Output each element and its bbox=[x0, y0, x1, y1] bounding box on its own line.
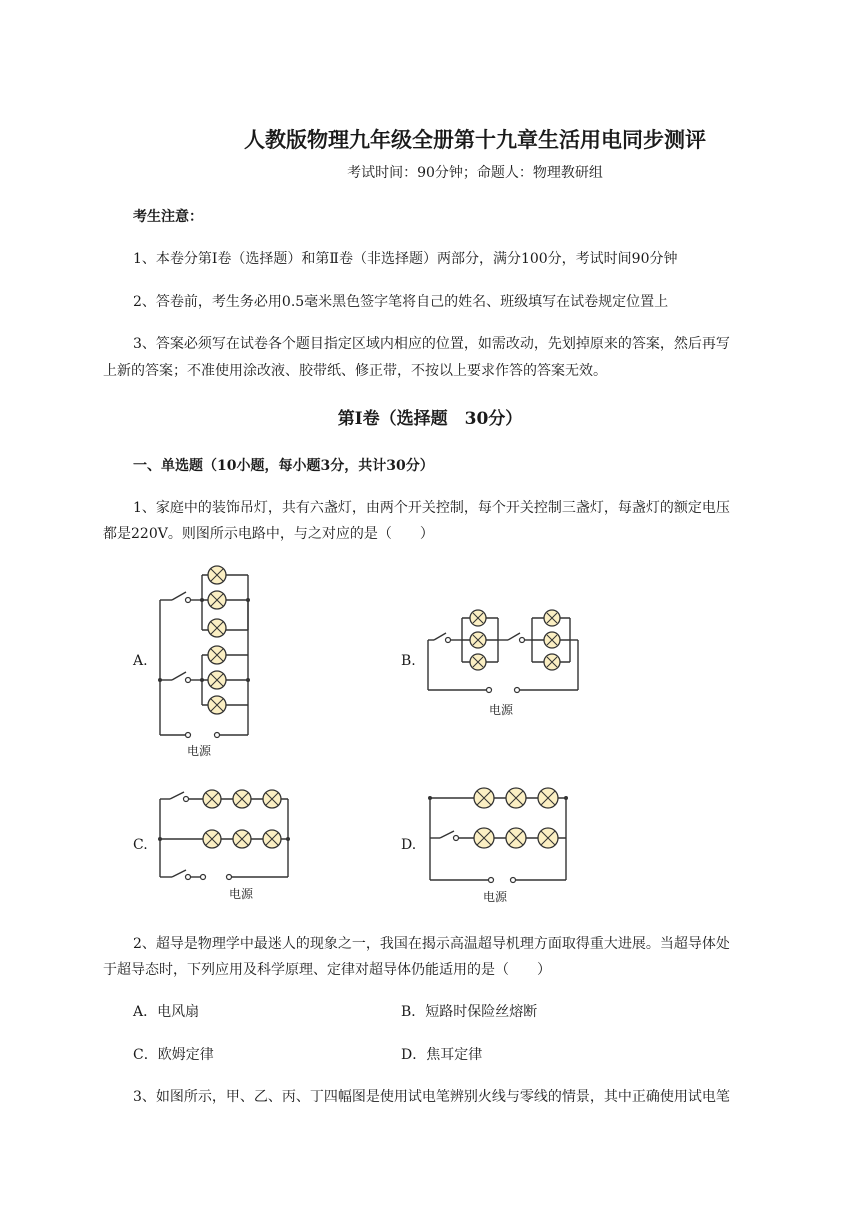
circuit-diagram-b bbox=[420, 600, 590, 700]
q3-text-1: 3、如图所示，甲、乙、丙、丁四幅图是使用试电笔辨别火线与零线的情景，其中正确使用试电笔 bbox=[133, 1089, 730, 1105]
q2-option-a[interactable]: A．电风扇 bbox=[133, 1004, 200, 1020]
q1-option-a[interactable]: A. bbox=[133, 653, 148, 669]
q1-option-d[interactable]: D. bbox=[401, 837, 417, 853]
power-label-c: 电源 bbox=[229, 887, 254, 901]
q2-option-d[interactable]: D．焦耳定律 bbox=[401, 1047, 483, 1063]
power-label-a: 电源 bbox=[187, 744, 212, 758]
q2-option-b[interactable]: B．短路时保险丝熔断 bbox=[401, 1004, 538, 1020]
page-title: 人教版物理九年级全册第十九章生活用电同步测评 bbox=[244, 127, 706, 152]
circuit-diagram-c bbox=[150, 785, 300, 885]
power-label-d: 电源 bbox=[483, 890, 508, 904]
notice-heading: 考生注意： bbox=[133, 209, 203, 225]
q1-option-c[interactable]: C. bbox=[133, 837, 148, 853]
part-heading: 一、单选题（10小题，每小题3分，共计30分） bbox=[133, 458, 434, 474]
section-title: 第Ⅰ卷（选择题 30分） bbox=[337, 409, 523, 429]
q2-option-c[interactable]: C．欧姆定律 bbox=[133, 1047, 214, 1063]
q1-option-b[interactable]: B. bbox=[401, 653, 416, 669]
circuit-diagram-d bbox=[420, 780, 580, 890]
q1-text-2: 都是220V。则图所示电路中，与之对应的是（ ） bbox=[103, 526, 434, 542]
notice-item-3-cont: 上新的答案；不准使用涂改液、胶带纸、修正带，不按以上要求作答的答案无效。 bbox=[103, 363, 607, 379]
notice-item-3: 3、答案必须写在试卷各个题目指定区域内相应的位置，如需改动，先划掉原来的答案，然后再写 bbox=[133, 336, 730, 352]
q1-text-1: 1、家庭中的装饰吊灯，共有六盏灯，由两个开关控制，每个开关控制三盏灯，每盏灯的额定电压 bbox=[133, 500, 730, 516]
power-label-b: 电源 bbox=[489, 703, 514, 717]
q2-text-2: 于超导态时，下列应用及科学原理、定律对超导体仍能适用的是（ ） bbox=[103, 962, 551, 978]
q2-text-1: 2、超导是物理学中最迷人的现象之一，我国在揭示高温超导机理方面取得重大进展。当超导体处 bbox=[133, 936, 730, 952]
exam-info: 考试时间：90分钟；命题人：物理教研组 bbox=[347, 165, 603, 181]
notice-item-2: 2、答卷前，考生务必用0.5毫米黑色签字笔将自己的姓名、班级填写在试卷规定位置上 bbox=[133, 294, 669, 310]
notice-item-1: 1、本卷分第Ⅰ卷（选择题）和第Ⅱ卷（非选择题）两部分，满分100分，考试时间90分钟 bbox=[133, 251, 678, 267]
circuit-diagram-a bbox=[150, 560, 260, 760]
